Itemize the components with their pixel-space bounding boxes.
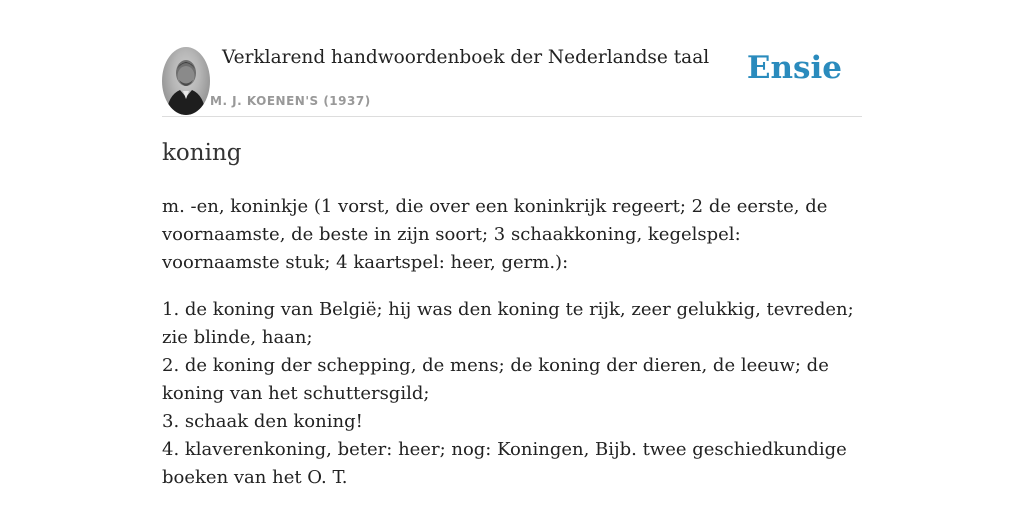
page-content xyxy=(162,0,862,488)
entry-definition: m. -en, koninkje (1 vorst, die over een koninkrijk regeert; 2 de eerste, de voornaamste, de beste in zijn soort; 3 schaakkoning, kegelspel: voornaamste stuk; 4 kaartspel: heer, germ.): xyxy=(162,196,828,273)
dictionary-title[interactable]: Verklarend handwoordenboek der Nederlandse taal xyxy=(222,47,710,68)
example-item: 2. de koning der schepping, de mens; de koning der dieren, de leeuw; de koning van het schuttersgild; xyxy=(162,355,829,404)
example-item: 4. klaverenkoning, beter: heer; nog: Koningen, Bijb. twee geschiedkundige boeken van het O. T. xyxy=(162,439,847,488)
brand-logo-link[interactable]: Ensie xyxy=(746,50,842,86)
dictionary-subtitle: M. J. KOENEN'S (1937) xyxy=(210,94,371,108)
example-item: 1. de koning van België; hij was den koning te rijk, zeer gelukkig, tevreden; zie blinde, haan; xyxy=(162,299,854,348)
header xyxy=(162,0,862,117)
author-portrait xyxy=(162,47,210,115)
entry-examples xyxy=(162,296,862,492)
entry-headword: koning xyxy=(162,140,242,166)
example-item: 3. schaak den koning! xyxy=(162,411,363,432)
